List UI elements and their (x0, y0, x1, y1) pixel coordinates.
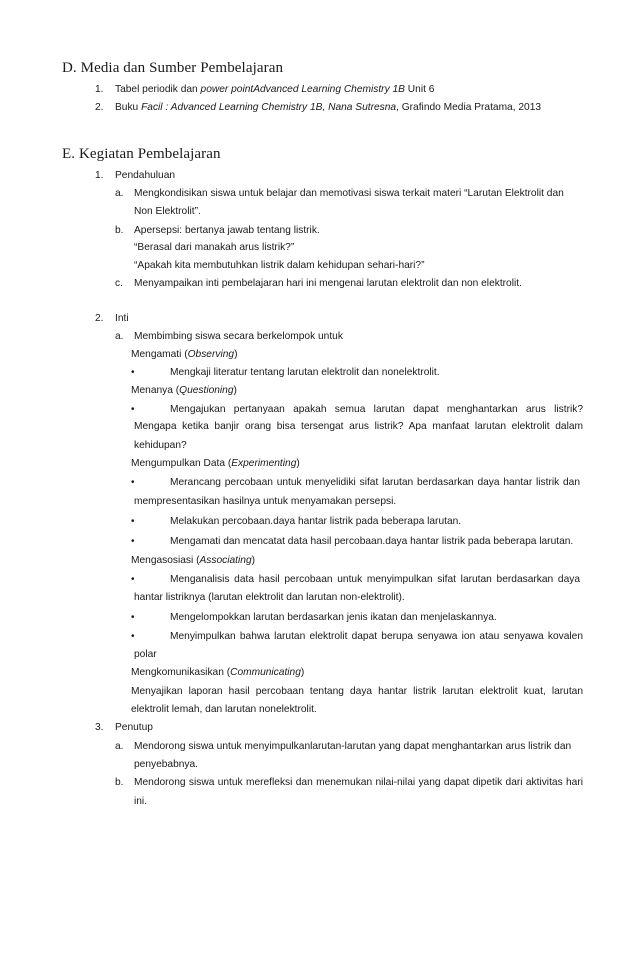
bullet-icon: • (131, 612, 135, 623)
list-letter: a. (115, 331, 124, 342)
bullet-icon: • (131, 516, 135, 527)
activity-label: Mengkomunikasikan (Communicating) (131, 667, 305, 678)
list-item: “Berasal dari manakah arus listrik?” (134, 242, 295, 253)
list-item: Mendorong siswa untuk menyimpulkanlarutan-larutan yang dapat menghantarkan arus listrik dan (134, 741, 572, 752)
bullet-item: Mengamati dan mencatat data hasil percobaan.daya hantar listrik pada beberapa larutan. (170, 536, 574, 547)
bullet-icon: • (131, 536, 135, 547)
bullet-icon: • (131, 404, 135, 415)
list-item: Mengkondisikan siswa untuk belajar dan memotivasi siswa terkait materi “Larutan Elektrolit dan (134, 188, 564, 199)
list-item: penyebabnya. (134, 759, 199, 770)
subsection-title: Pendahuluan (115, 170, 176, 181)
list-item: Tabel periodik dan power pointAdvanced Learning Chemistry 1B Unit 6 (115, 84, 435, 95)
activity-label: Menanya (Questioning) (131, 385, 237, 396)
bullet-item: Mengelompokkan larutan berdasarkan jenis ikatan dan menjelaskannya. (170, 612, 497, 623)
activity-label: Mengumpulkan Data (Experimenting) (131, 458, 300, 469)
list-letter: b. (115, 777, 124, 788)
list-letter: b. (115, 225, 124, 236)
bullet-item: Melakukan percobaan.daya hantar listrik pada beberapa larutan. (170, 516, 462, 527)
list-item: Menyampaikan inti pembelajaran hari ini mengenai larutan elektrolit dan non elektrolit. (134, 278, 522, 289)
bullet-item: kehidupan? (134, 440, 187, 451)
section-e-heading: E. Kegiatan Pembelajaran (62, 146, 221, 162)
bullet-icon: • (131, 631, 135, 642)
section-d-heading: D. Media dan Sumber Pembelajaran (62, 60, 284, 76)
list-number: 2. (95, 313, 104, 324)
bullet-icon: • (131, 477, 135, 488)
bullet-item: Mengajukan pertanyaan apakah semua larutan dapat menghantarkan arus listrik? (170, 404, 583, 415)
list-item: ini. (134, 796, 148, 807)
list-number: 1. (95, 84, 104, 95)
bullet-item: hantar listriknya (larutan elektrolit dan larutan non-elektrolit). (134, 592, 405, 603)
activity-label: Mengamati (Observing) (131, 349, 238, 360)
bullet-item: Menganalisis data hasil percobaan untuk menyimpulkan sifat larutan berdasarkan daya (170, 574, 580, 585)
bullet-item: Merancang percobaan untuk menyelidiki sifat larutan berdasarkan daya hantar listrik dan (170, 477, 580, 488)
bullet-item: Mengapa ketika banjir orang bisa tersengat arus listrik? Apa manfaat larutan elektrolit dalam (134, 421, 583, 432)
list-item: Membimbing siswa secara berkelompok untuk (134, 331, 343, 342)
paragraph-line: Menyajikan laporan hasil percobaan tentang daya hantar listrik larutan elektrolit kuat, larutan (131, 686, 583, 697)
list-item: Apersepsi: bertanya jawab tentang listrik. (134, 225, 320, 236)
list-number: 1. (95, 170, 104, 181)
paragraph-line: elektrolit lemah, dan larutan nonelektrolit. (131, 704, 317, 715)
subsection-title: Penutup (115, 722, 153, 733)
bullet-item: polar (134, 649, 157, 660)
list-number: 2. (95, 102, 104, 113)
list-item: “Apakah kita membutuhkan listrik dalam kehidupan sehari-hari?” (134, 260, 425, 271)
bullet-icon: • (131, 574, 135, 585)
subsection-title: Inti (115, 313, 129, 324)
activity-label: Mengasosiasi (Associating) (131, 555, 256, 566)
bullet-item: mempresentasikan hasilnya untuk menyamakan persepsi. (134, 496, 397, 507)
list-item: Buku Facil : Advanced Learning Chemistry 1B, Nana Sutresna, Grafindo Media Pratama, 2013 (115, 102, 542, 113)
bullet-icon: • (131, 367, 135, 378)
bullet-item: Mengkaji literatur tentang larutan elektrolit dan nonelektrolit. (170, 367, 440, 378)
list-item: Non Elektrolit”. (134, 206, 201, 217)
list-letter: a. (115, 741, 124, 752)
list-item: Mendorong siswa untuk merefleksi dan menemukan nilai-nilai yang dapat dipetik dari aktivitas hari (134, 777, 583, 788)
list-number: 3. (95, 722, 104, 733)
list-letter: a. (115, 188, 124, 199)
list-letter: c. (115, 278, 123, 289)
bullet-item: Menyimpulkan bahwa larutan elektrolit dapat berupa senyawa ion atau senyawa kovalen (170, 631, 583, 642)
